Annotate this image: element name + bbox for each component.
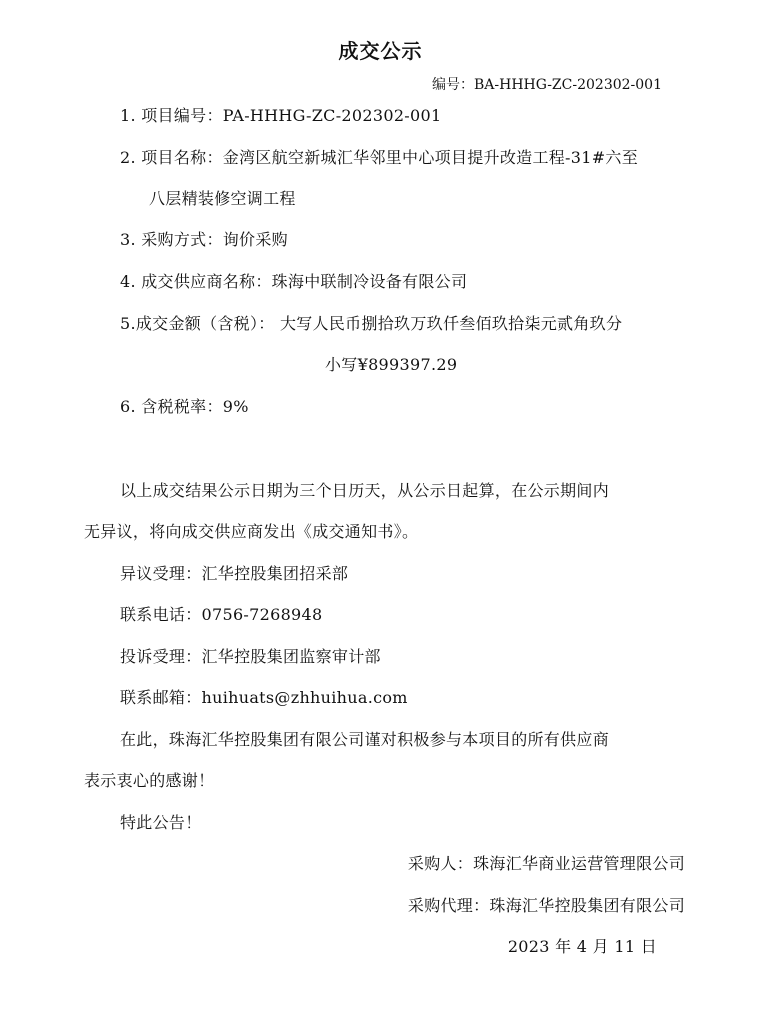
item-amount-upper: 5.成交金额（含税）： 大写人民币捌拾玖万玖仟叁佰玖拾柒元贰角玖分 [120,314,623,333]
notice-paragraph-line1: 以上成交结果公示日期为三个日历天，从公示日起算，在公示期间内 [120,481,610,500]
objection-contact: 异议受理：汇华控股集团招采部 [120,564,349,583]
notice-paragraph-line2: 无异议，将向成交供应商发出《成交通知书》。 [84,522,419,541]
item-project-number: 1. 项目编号：PA-HHHG-ZC-202302-001 [120,106,442,125]
thanks-paragraph-line2: 表示衷心的感谢！ [84,771,215,790]
contact-phone: 联系电话：0756-7268948 [120,605,323,624]
item-tax-rate: 6. 含税税率：9% [120,397,249,416]
purchaser-name: 采购人：珠海汇华商业运营管理限公司 [407,854,685,873]
document-title: 成交公示 [338,39,423,63]
item-project-name-line2: 八层精装修空调工程 [149,189,296,208]
item-project-name-line1: 2. 项目名称：金湾区航空新城汇华邻里中心项目提升改造工程-31#六至 [120,148,639,167]
thanks-paragraph-line1: 在此，珠海汇华控股集团有限公司谨对积极参与本项目的所有供应商 [120,730,610,749]
announcement-date: 2023 年 4 月 11 日 [507,937,657,956]
item-supplier-name: 4. 成交供应商名称：珠海中联制冷设备有限公司 [120,272,468,291]
procurement-agent: 采购代理：珠海汇华控股集团有限公司 [407,896,685,915]
item-amount-lower: 小写¥899397.29 [325,355,458,374]
contact-email: 联系邮箱：huihuats@zhhuihua.com [120,688,408,707]
item-procurement-method: 3. 采购方式：询价采购 [120,230,288,249]
document-number: 编号：BA-HHHG-ZC-202302-001 [432,77,662,93]
announcement-closing: 特此公告！ [120,813,202,832]
complaint-contact: 投诉受理：汇华控股集团监察审计部 [120,647,381,666]
